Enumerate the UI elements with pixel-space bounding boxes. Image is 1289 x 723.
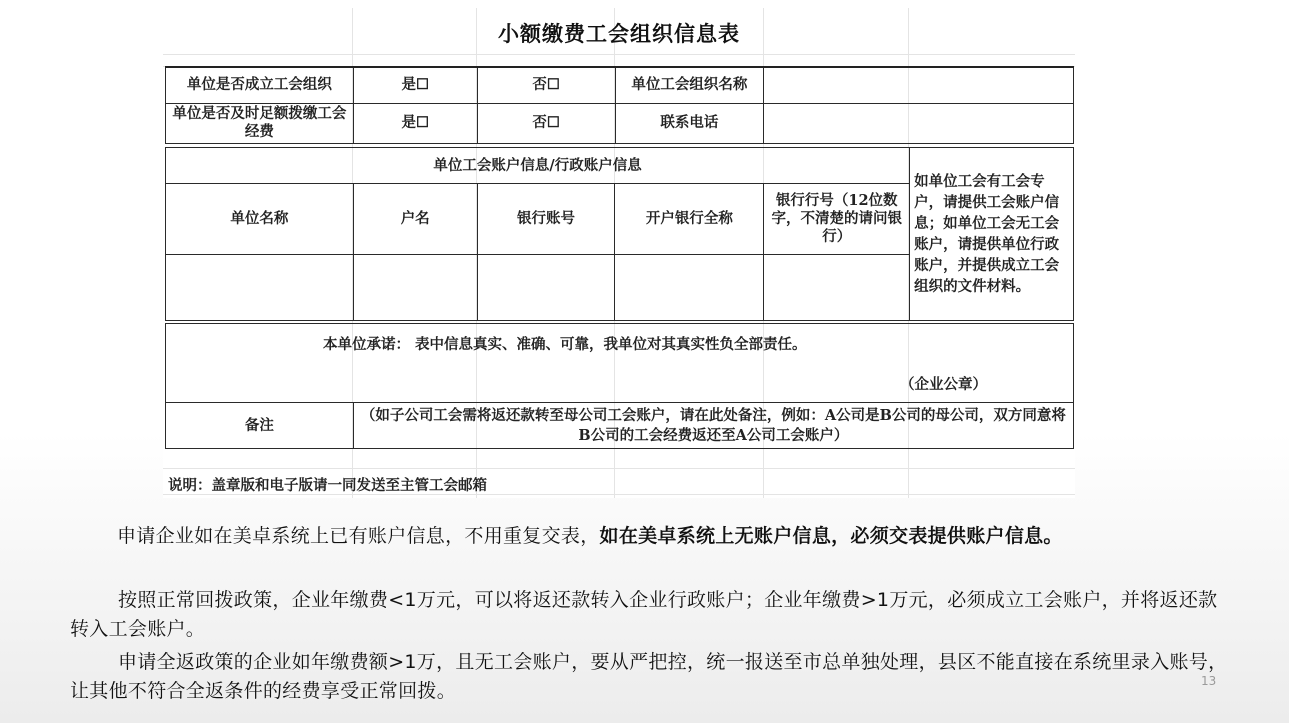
col-account-name: 户名 <box>353 184 477 255</box>
union-established-label: 单位是否成立工会组织 <box>166 67 354 103</box>
paragraph-2: 按照正常回拨政策，企业年缴费<1万元，可以将返还款转入企业行政账户；企业年缴费>1万元，必须成立工会账户，并将返还款转入工会账户。 <box>70 589 1218 640</box>
bank-account-field[interactable] <box>477 255 615 321</box>
account-note: 如单位工会有工会专户，请提供工会账户信息；如单位工会无工会账户，请提供单位行政账户，并提供成立工会组织的文件材料。 <box>910 148 1074 321</box>
remark-text[interactable]: （如子公司工会需将返还款转至母公司工会账户，请在此处备注，例如：A公司是B公司的母公司，双方同意将B公司的工会经费返还至A公司工会账户） <box>353 403 1073 449</box>
explanation-note: 说明：盖章版和电子版请一同发送至主管工会邮箱 <box>168 477 487 494</box>
unit-name-field[interactable] <box>166 255 354 321</box>
form-sheet <box>163 8 1075 498</box>
remark-label: 备注 <box>166 403 354 449</box>
union-name-label: 单位工会组织名称 <box>615 67 764 103</box>
paragraph-1 <box>117 522 1227 551</box>
phone-field[interactable] <box>764 103 1074 143</box>
company-stamp-label: （企业公章） <box>900 376 987 393</box>
paragraph-1-bold: 如在美卓系统上无账户信息，必须交表提供账户信息。 <box>599 525 1063 547</box>
bank-code-field[interactable] <box>764 255 910 321</box>
account-name-field[interactable] <box>353 255 477 321</box>
pledge-remark-table <box>165 323 1074 449</box>
fee-paid-no-checkbox[interactable]: 否☐ <box>477 103 615 143</box>
form-title: 小额缴费工会组织信息表 <box>498 21 740 46</box>
union-name-field[interactable] <box>764 67 1074 103</box>
account-section-header: 单位工会账户信息/行政账户信息 <box>166 148 910 184</box>
page-number: 13 <box>1201 674 1217 688</box>
union-established-yes-checkbox[interactable]: 是☐ <box>353 67 477 103</box>
bank-full-name-field[interactable] <box>615 255 764 321</box>
pledge-text: 本单位承诺： 表中信息真实、准确、可靠，我单位对其真实性负全部责任。 <box>323 336 807 353</box>
fee-paid-yes-checkbox[interactable]: 是☐ <box>353 103 477 143</box>
account-info-table <box>165 147 1074 321</box>
col-bank-code: 银行行号（12位数字，不清楚的请问银行） <box>764 184 910 255</box>
paragraph-1-normal: 申请企业如在美卓系统上已有账户信息，不用重复交表， <box>117 525 600 547</box>
col-unit-name: 单位名称 <box>166 184 354 255</box>
fee-paid-label: 单位是否及时足额拨缴工会经费 <box>166 103 354 143</box>
phone-label: 联系电话 <box>615 103 764 143</box>
union-established-no-checkbox[interactable]: 否☐ <box>477 67 615 103</box>
col-bank-full-name: 开户银行全称 <box>615 184 764 255</box>
paragraph-3: 申请全返政策的企业如年缴费额>1万，且无工会账户，要从严把控，统一报送至市总单独处理，县区不能直接在系统里录入账号，让其他不符合全返条件的经费享受正常回拨。 <box>70 651 1228 702</box>
col-bank-account: 银行账号 <box>477 184 615 255</box>
pledge-cell <box>166 324 1074 403</box>
union-status-table <box>165 66 1074 144</box>
